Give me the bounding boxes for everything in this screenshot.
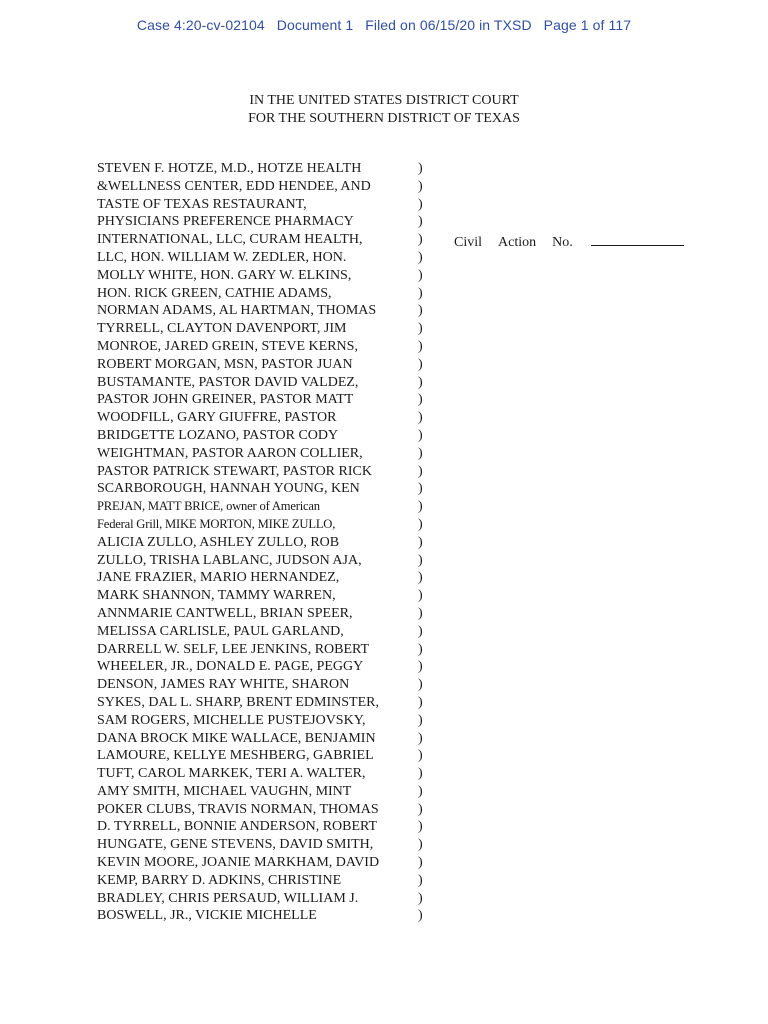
caption-paren: ) xyxy=(418,214,423,230)
case-number-blank xyxy=(591,231,684,246)
party-line: DARRELL W. SELF, LEE JENKINS, ROBERT xyxy=(97,641,370,657)
caption-paren: ) xyxy=(418,321,423,337)
caption-paren: ) xyxy=(418,196,423,212)
caption-paren: ) xyxy=(418,908,423,924)
action-label: Action xyxy=(498,235,537,250)
party-line: WEIGHTMAN, PASTOR AARON COLLIER, xyxy=(97,445,363,461)
party-line: KEMP, BARRY D. ADKINS, CHRISTINE xyxy=(97,872,342,888)
civil-label: Civil xyxy=(454,235,483,250)
caption-paren: ) xyxy=(418,410,423,426)
caption-paren: ) xyxy=(418,303,423,319)
caption-paren: ) xyxy=(418,338,423,354)
caption-paren: ) xyxy=(418,178,423,194)
party-line: POKER CLUBS, TRAVIS NORMAN, THOMAS xyxy=(97,801,379,817)
party-line: WOODFILL, GARY GIUFFRE, PASTOR xyxy=(97,410,337,426)
caption-paren: ) xyxy=(418,641,423,657)
caption-paren: ) xyxy=(418,855,423,871)
party-line: AMY SMITH, MICHAEL VAUGHN, MINT xyxy=(97,783,352,799)
caption-paren: ) xyxy=(418,605,423,621)
party-line: INTERNATIONAL, LLC, CURAM HEALTH, xyxy=(97,232,363,248)
caption-paren: ) xyxy=(418,659,423,675)
party-line: PREJAN, MATT BRICE, owner of American xyxy=(97,499,320,514)
party-line: WHEELER, JR., DONALD E. PAGE, PEGGY xyxy=(97,659,364,675)
party-line: DANA BROCK MIKE WALLACE, BENJAMIN xyxy=(97,730,376,746)
party-line: MARK SHANNON, TAMMY WARREN, xyxy=(97,588,336,604)
caption-paren: ) xyxy=(418,730,423,746)
court-title-line1: IN THE UNITED STATES DISTRICT COURT xyxy=(249,93,519,108)
party-line: JANE FRAZIER, MARIO HERNANDEZ, xyxy=(97,570,340,586)
caption-paren: ) xyxy=(418,623,423,639)
party-line: KEVIN MOORE, JOANIE MARKHAM, DAVID xyxy=(97,855,380,871)
caption-paren: ) xyxy=(418,890,423,906)
party-line: TASTE OF TEXAS RESTAURANT, xyxy=(97,196,307,212)
caption-paren: ) xyxy=(418,249,423,265)
court-title-line2: FOR THE SOUTHERN DISTRICT OF TEXAS xyxy=(248,111,520,126)
caption-paren-column xyxy=(418,160,428,925)
party-line: LLC, HON. WILLIAM W. ZEDLER, HON. xyxy=(97,249,347,265)
caption-paren: ) xyxy=(418,570,423,586)
party-line: &WELLNESS CENTER, EDD HENDEE, AND xyxy=(97,178,371,194)
caption-paren: ) xyxy=(418,481,423,497)
party-line: SAM ROGERS, MICHELLE PUSTEJOVSKY, xyxy=(97,712,366,728)
plaintiff-list xyxy=(97,160,417,925)
civil-action-field xyxy=(454,231,684,252)
case-number: Case 4:20-cv-02104 xyxy=(136,17,265,33)
caption-paren: ) xyxy=(418,232,423,248)
document-number: Document 1 xyxy=(276,17,354,33)
caption-paren: ) xyxy=(418,392,423,408)
caption-paren: ) xyxy=(418,267,423,283)
filing-header xyxy=(0,17,768,33)
party-line: ZULLO, TRISHA LABLANC, JUDSON AJA, xyxy=(97,552,362,568)
party-line: PASTOR JOHN GREINER, PASTOR MATT xyxy=(97,392,354,408)
caption-paren: ) xyxy=(418,516,423,532)
caption-paren: ) xyxy=(418,766,423,782)
party-line: BOSWELL, JR., VICKIE MICHELLE xyxy=(97,908,317,924)
caption-paren: ) xyxy=(418,872,423,888)
party-line: HUNGATE, GENE STEVENS, DAVID SMITH, xyxy=(97,837,374,853)
caption-paren: ) xyxy=(418,819,423,835)
page-indicator: Page 1 of 117 xyxy=(543,17,632,33)
party-line: DENSON, JAMES RAY WHITE, SHARON xyxy=(97,677,350,693)
caption-paren: ) xyxy=(418,801,423,817)
party-line: BUSTAMANTE, PASTOR DAVID VALDEZ, xyxy=(97,374,359,390)
caption-paren: ) xyxy=(418,748,423,764)
party-line: HON. RICK GREEN, CATHIE ADAMS, xyxy=(97,285,332,301)
party-line: BRIDGETTE LOZANO, PASTOR CODY xyxy=(97,427,339,443)
party-line: SCARBOROUGH, HANNAH YOUNG, KEN xyxy=(97,481,360,497)
caption-paren: ) xyxy=(418,463,423,479)
caption-paren: ) xyxy=(418,285,423,301)
caption-paren: ) xyxy=(418,552,423,568)
filed-date: Filed on 06/15/20 in TXSD xyxy=(365,17,532,33)
party-line: LAMOURE, KELLYE MESHBERG, GABRIEL xyxy=(97,748,374,764)
party-line: ALICIA ZULLO, ASHLEY ZULLO, ROB xyxy=(97,534,340,550)
caption-paren: ) xyxy=(418,356,423,372)
caption-paren: ) xyxy=(418,677,423,693)
caption-paren: ) xyxy=(418,499,423,515)
caption-paren: ) xyxy=(418,161,423,176)
party-line: TYRRELL, CLAYTON DAVENPORT, JIM xyxy=(97,321,347,337)
caption-paren: ) xyxy=(418,445,423,461)
caption-paren: ) xyxy=(418,837,423,853)
party-line: TUFT, CAROL MARKEK, TERI A. WALTER, xyxy=(97,766,366,782)
party-line: Federal Grill, MIKE MORTON, MIKE ZULLO, xyxy=(97,516,336,531)
caption-paren: ) xyxy=(418,783,423,799)
party-line: BRADLEY, CHRIS PERSAUD, WILLIAM J. xyxy=(97,890,359,906)
party-line: NORMAN ADAMS, AL HARTMAN, THOMAS xyxy=(97,303,377,319)
party-line: ROBERT MORGAN, MSN, PASTOR JUAN xyxy=(97,356,353,372)
party-line: PASTOR PATRICK STEWART, PASTOR RICK xyxy=(97,463,372,479)
party-line: D. TYRRELL, BONNIE ANDERSON, ROBERT xyxy=(97,819,378,835)
court-caption xyxy=(0,92,768,128)
party-line: ANNMARIE CANTWELL, BRIAN SPEER, xyxy=(97,605,353,621)
caption-paren: ) xyxy=(418,534,423,550)
party-line: MOLLY WHITE, HON. GARY W. ELKINS, xyxy=(97,267,352,283)
party-line: STEVEN F. HOTZE, M.D., HOTZE HEALTH xyxy=(97,161,362,176)
number-label: No. xyxy=(552,235,573,250)
party-line: PHYSICIANS PREFERENCE PHARMACY xyxy=(97,214,354,230)
party-line: MELISSA CARLISLE, PAUL GARLAND, xyxy=(97,623,344,639)
caption-paren: ) xyxy=(418,712,423,728)
caption-paren: ) xyxy=(418,427,423,443)
caption-paren: ) xyxy=(418,694,423,710)
caption-paren: ) xyxy=(418,588,423,604)
caption-paren: ) xyxy=(418,374,423,390)
party-line: SYKES, DAL L. SHARP, BRENT EDMINSTER, xyxy=(97,694,379,710)
party-line: MONROE, JARED GREIN, STEVE KERNS, xyxy=(97,338,358,354)
